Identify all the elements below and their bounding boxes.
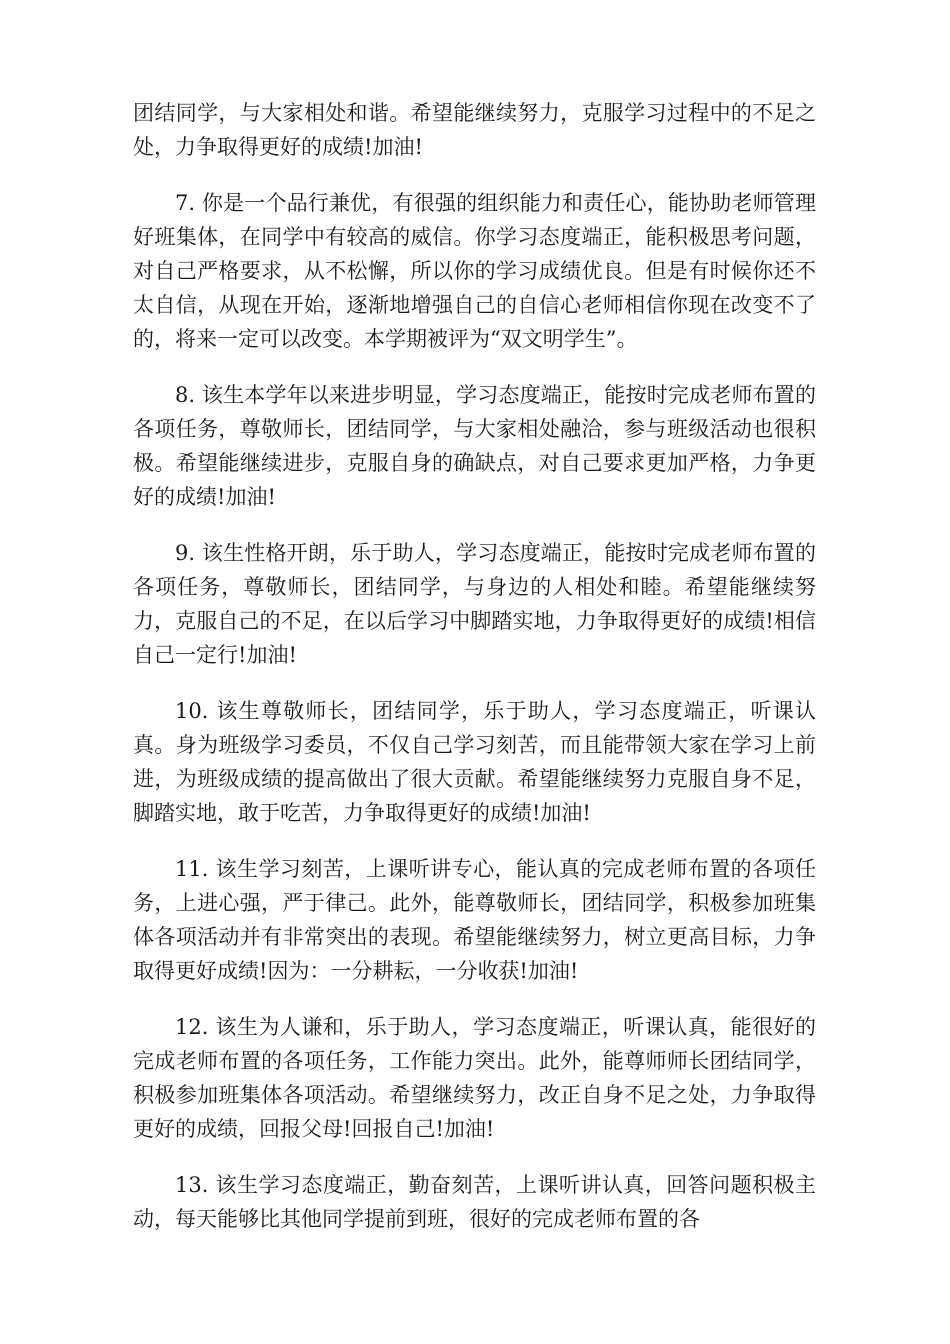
paragraph-item-7: 7. 你是一个品行兼优，有很强的组织能力和责任心，能协助老师管理好班集体，在同学中有较高的威信。你学习态度端正，能积极思考问题，对自己严格要求，从不松懈，所以你的学习成绩优良。但是有时候你还不太自信，从现在开始，逐渐地增强自己的自信心老师相信你现在改变不了的，将来一定可以改变。本学期被评为“双文明学生”。 — [133, 191, 816, 351]
paragraph-item-12: 12. 该生为人谦和，乐于助人，学习态度端正，听课认真，能很好的完成老师布置的各项任务，工作能力突出。此外，能尊师师长团结同学，积极参加班集体各项活动。希望继续努力，改正自身不足之处，力争取得更好的成绩，回报父母!回报自己!加油! — [133, 1015, 816, 1141]
paragraph-item-8: 8. 该生本学年以来进步明显，学习态度端正，能按时完成老师布置的各项任务，尊敬师长，团结同学，与大家相处融洽，参与班级活动也很积极。希望能继续进步，克服自身的确缺点，对自己要求更加严格，力争更好的成绩!加油! — [133, 383, 816, 509]
paragraph-item-9: 9. 该生性格开朗，乐于助人，学习态度端正，能按时完成老师布置的各项任务，尊敬师长，团结同学，与身边的人相处和睦。希望能继续努力，克服自己的不足，在以后学习中脚踏实地，力争取得更好的成绩!相信自己一定行!加油! — [133, 541, 816, 667]
paragraph-item-11: 11. 该生学习刻苦，上课听讲专心，能认真的完成老师布置的各项任务，上进心强，严于律己。此外，能尊敬师长，团结同学，积极参加班集体各项活动并有非常突出的表现。希望能继续努力，树立更高目标，力争取得更好成绩!因为：一分耕耘，一分收获!加油! — [133, 857, 816, 983]
paragraph-continuation: 团结同学，与大家相处和谐。希望能继续努力，克服学习过程中的不足之处，力争取得更好的成绩!加油! — [133, 101, 816, 159]
paragraph-item-10: 10. 该生尊敬师长，团结同学，乐于助人，学习态度端正，听课认真。身为班级学习委员，不仅自己学习刻苦，而且能带领大家在学习上前进，为班级成绩的提高做出了很大贡献。希望能继续努力克服自身不足，脚踏实地，敢于吃苦，力争取得更好的成绩!加油! — [133, 699, 816, 825]
document-body — [133, 96, 816, 1258]
paragraph-item-13: 13. 该生学习态度端正，勤奋刻苦，上课听讲认真，回答问题积极主动，每天能够比其他同学提前到班，很好的完成老师布置的各 — [133, 1173, 816, 1231]
